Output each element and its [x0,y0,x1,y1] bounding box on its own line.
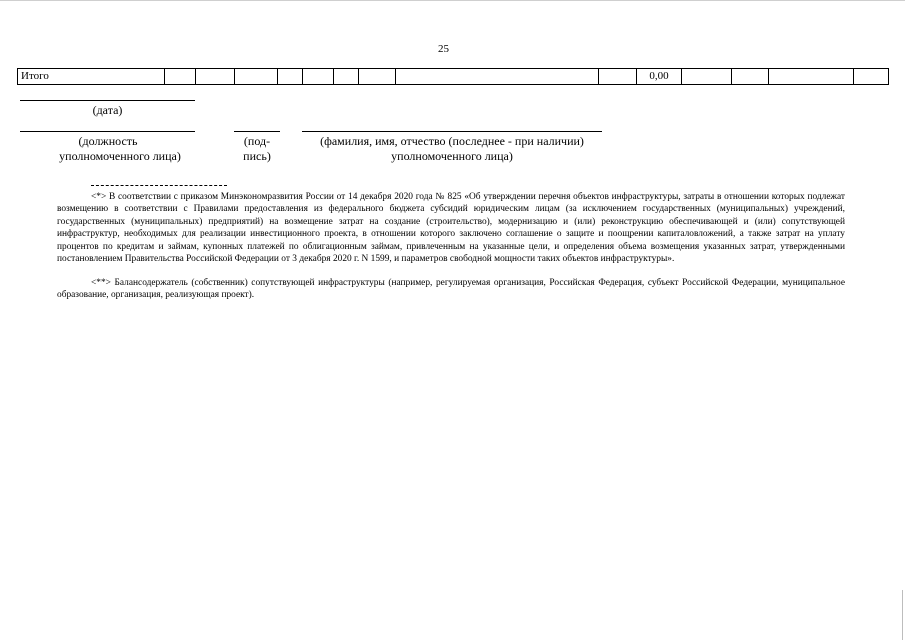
table-cell [334,69,359,85]
table-cell [682,69,732,85]
table-cell [278,69,303,85]
footnote-1: <*> В соответствии с приказом Минэкономразвития России от 14 декабря 2020 года № 825 «Об утверждении перечня объектов инфраструктуры, затраты в отношении которых подлежат возмещению в соответствии с Правилами предоставления из федерального бюджета субсидий юридическим лицам (за исключением государственных (муниципальных) учреждений, государственных (муниципальных) предприятий) на возмещение затрат на создание (строительство), модернизацию и (или) реконструкцию обеспечивающей и (или) сопутствующей инфраструктур, необходимых для реализации инвестиционного проекта, в отношении которого заключено соглашение о защите и поощрении капиталовложений, а также затрат на уплату процентов по кредитам и займам, купонных платежей по облигационным займам, привлеченным на указанные цели, и определения объема возмещения указанных затрат, утвержденными постановлением Правительства Российской Федерации от 3 декабря 2020 г. N 1599, и параметров свободной мощности таких объектов инфраструктуры». [57,192,845,265]
signature-label-line-1: (под- [243,134,271,148]
table-cell [165,69,196,85]
table-cell [396,69,599,85]
signature-line [234,131,280,132]
position-line [20,131,195,132]
position-label-line-1: (должность [78,134,138,148]
full-name-line [302,131,602,132]
full-name-label-line-2: уполномоченного лица) [391,149,513,163]
date-line [20,100,195,101]
table-cell [303,69,334,85]
table-cell [599,69,637,85]
table-cell [196,69,235,85]
table-cell [732,69,769,85]
total-value-cell: 0,00 [637,69,682,85]
signature-label-line-2: пись) [243,149,271,163]
date-label: (дата) [92,103,123,117]
full-name-label-line-1: (фамилия, имя, отчество (последнее - при наличии) [320,134,584,148]
footnote-2: <**> Балансодержатель (собственник) сопутствующей инфраструктуры (например, регулируемая организация, Российская Федерация, субъект Российской Федерации, муниципальное образование, организация, реализующая проект). [57,278,845,301]
scan-right-edge [902,590,903,640]
position-label-line-2: уполномоченного лица) [59,149,181,163]
table-cell [235,69,278,85]
table-cell [359,69,396,85]
scan-top-edge [0,0,905,1]
table-cell [769,69,854,85]
position-label [20,134,220,164]
total-row [18,69,889,85]
footnote-separator [91,185,227,186]
signature-label [234,134,280,164]
total-label: Итого [18,69,165,85]
full-name-label [302,134,602,164]
total-table [17,68,889,85]
table-cell [854,69,889,85]
page-number: 25 [438,43,449,55]
